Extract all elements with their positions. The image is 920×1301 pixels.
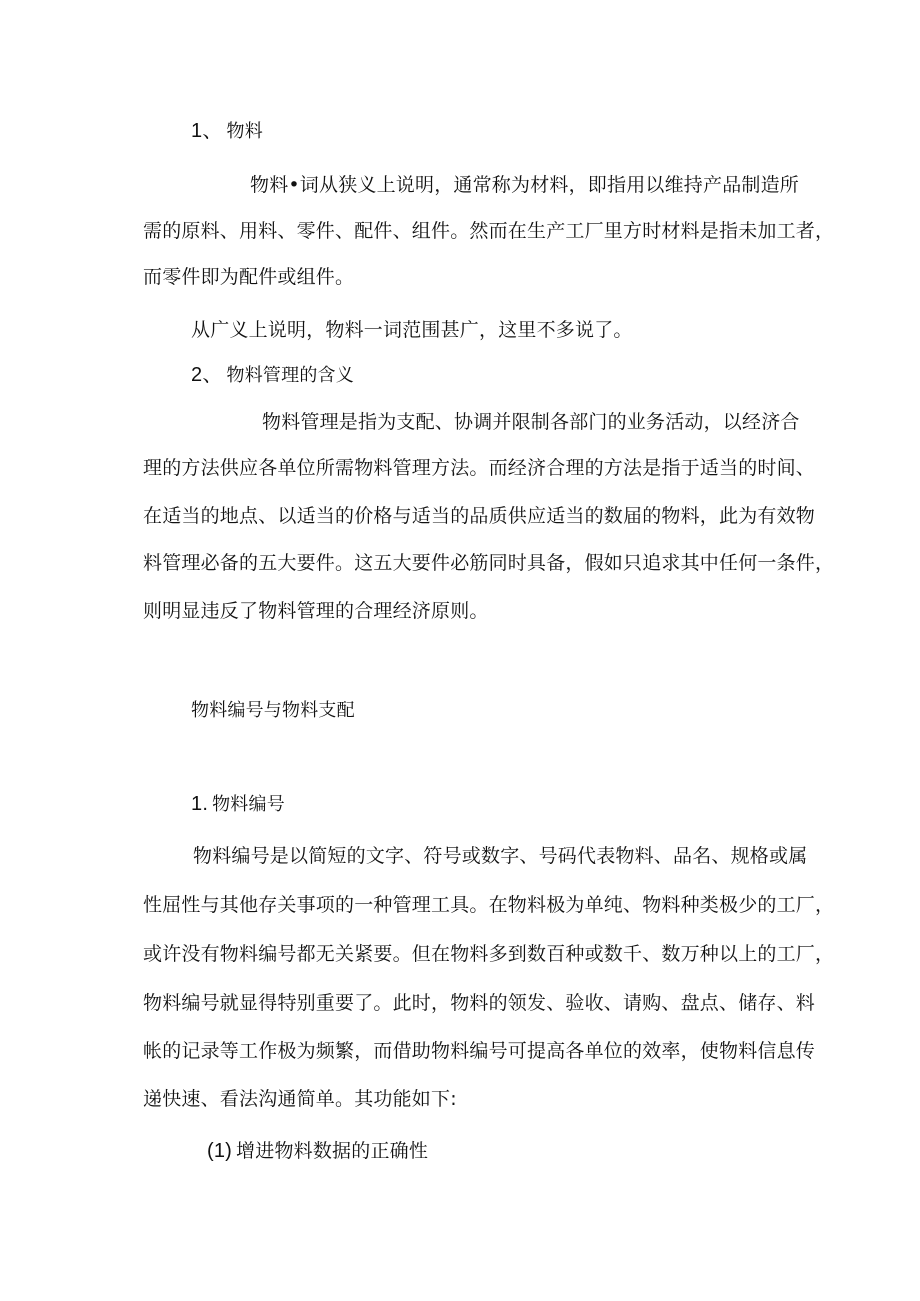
section3-para-line4: 物料编号就显得特别重要了。此时，物料的领发、验收、请购、盘点、储存、料	[143, 992, 816, 1014]
section1-para1-line2: 需的原料、用料、零件、配件、组件。然而在生产工厂里方时材料是指未加工者，	[143, 220, 835, 242]
section1-number: 1、	[191, 120, 223, 142]
section3-title: 物料编号	[212, 794, 285, 815]
section1-para1-line1: 物料•词从狭义上说明，通常称为材料，即指用以维持产品制造所	[250, 174, 800, 196]
section2-number: 2、	[191, 364, 223, 386]
chapter-title: 物料编号与物料支配	[191, 700, 355, 721]
section2-heading	[191, 362, 354, 389]
section2-title: 物料管理的含义	[226, 365, 354, 386]
section2-para-line5: 则明显违反了物料管理的合理经济原则。	[143, 600, 489, 622]
section2-para-line2: 理的方法供应各单位所需物料管理方法。而经济合理的方法是指于适当的时间、	[143, 457, 816, 479]
section3-heading	[191, 791, 285, 818]
section3-para-line2: 性屈性与其他存关事项的一种管理工具。在物料极为单纯、物料种类极少的工厂，	[143, 894, 835, 916]
section3-number: 1.	[191, 793, 209, 815]
list-item-1-text: 增进物料数据的正确性	[236, 1140, 429, 1162]
section3-para-line3: 或许没有物料编号都无关紧要。但在物料多到数百种或数千、数万种以上的工厂，	[143, 943, 835, 965]
section2-para-line4: 料管理必备的五大要件。这五大要件必筋同时具备，假如只追求其中任何一条件，	[143, 552, 835, 574]
section2-para-line3: 在适当的地点、以适当的价格与适当的品质供应适当的数届的物料，此为有效物	[143, 505, 816, 527]
section3-para-line6: 递快速、看法沟通简单。其功能如下:	[143, 1088, 457, 1110]
list-item-1	[207, 1138, 428, 1164]
section2-para-line1: 物料管理是指为支配、协调并限制各部门的业务活动，以经济合	[262, 411, 800, 433]
section3-para-line1: 物料编号是以简短的文字、符号或数字、号码代表物料、品名、规格或属	[193, 845, 808, 867]
section1-para1-line3: 而零件即为配件或组件。	[143, 266, 355, 288]
section1-heading	[191, 118, 263, 145]
section1-title: 物料	[226, 121, 263, 142]
section1-para2: 从广义上说明，物料一词范围甚广，这里不多说了。	[191, 319, 633, 341]
section3-para-line5: 帐的记录等工作极为频繁，而借助物料编号可提高各单位的效率，使物料信息传	[143, 1040, 816, 1062]
list-item-1-number: (1)	[207, 1140, 233, 1162]
